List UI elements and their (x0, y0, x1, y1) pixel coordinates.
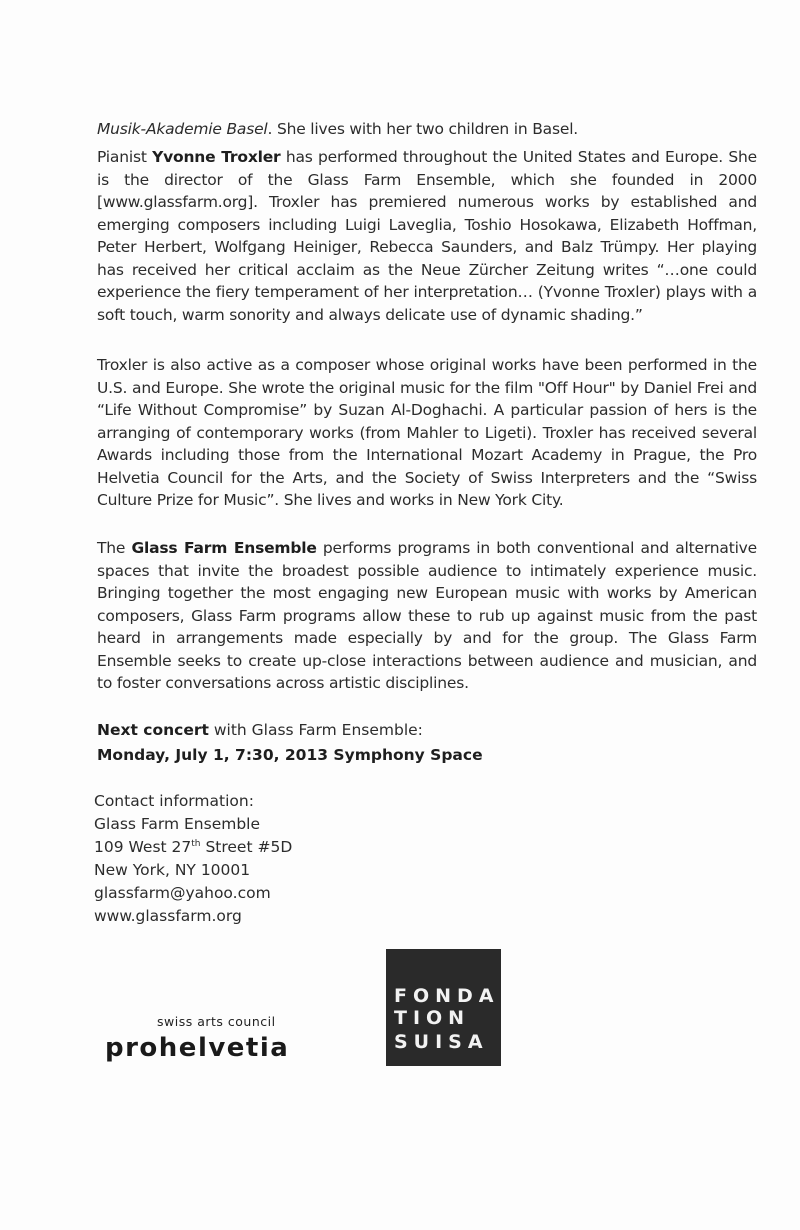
bio-prefix: Pianist (97, 148, 153, 166)
street-rest: Street #5D (200, 838, 293, 856)
bio-text: has performed throughout the United States and Europe. She is the director of the Glass Farm Ensemble, which she founded in 2000 [www.glassfarm.org]. Troxler has premiered numerous works by established and emerging composers including Luigi Laveglia, Toshio Hosokawa, Elizabeth Hoffman, Peter Herbert, Wolfgang Heiniger, Rebecca Saunders, and Balz Trümpy. Her playing has received her critical acclaim as the Neue Zürcher Zeitung writes “…one could experience the fiery temperament of her interpretation… (Yvonne Troxler) plays with a soft touch, warm sonority and always delicate use of dynamic shading.” (97, 148, 757, 324)
troxler-composer-paragraph: Troxler is also active as a composer whose original works have been performed in the U.S. and Europe. She wrote the original music for the film "Off Hour" by Daniel Frei and “Life Without Compromise” by Suzan Al-Doghachi. A particular passion of hers is the arranging of contemporary works (from Mahler to Ligeti). Troxler has received several Awards including those from the International Mozart Academy in Prague, the Pro Helvetia Council for the Arts, and the Society of Swiss Interpreters and the “Swiss Culture Prize for Music”. She lives and works in New York City. (97, 356, 757, 509)
ensemble-paragraph (97, 537, 757, 695)
next-concert (97, 718, 483, 768)
contact-org: Glass Farm Ensemble (94, 815, 261, 833)
street-number: 109 West 27 (94, 838, 192, 856)
academy-name: Musik-Akademie Basel (97, 120, 268, 138)
contact-email[interactable]: glassfarm@yahoo.com (94, 884, 271, 902)
next-concert-label: Next concert (97, 721, 209, 739)
fondation-suisa-line-3: SUISA (394, 1031, 489, 1053)
contact-city: New York, NY 10001 (94, 861, 251, 879)
contact-website[interactable]: www.glassfarm.org (94, 907, 242, 925)
contact-information (94, 790, 292, 928)
contact-street (94, 836, 292, 859)
intro-line (97, 118, 757, 141)
swiss-arts-council-label: swiss arts council (157, 1014, 276, 1029)
ensemble-prefix: The (97, 539, 132, 557)
street-suffix: th (191, 838, 201, 849)
fondation-suisa-line-2: TION (394, 1007, 471, 1029)
troxler-bio-paragraph (97, 146, 757, 326)
ensemble-text: performs programs in both conventional and alternative spaces that invite the broadest possible audience to intimately experience music. Bringing together the most engaging new European music with works by American composers, Glass Farm programs allow these to rub up against music from the past heard in arrangements made especially by and for the group. The Glass Farm Ensemble seeks to create up-close interactions between audience and musician, and to foster conversations across artistic disciplines. (97, 539, 757, 692)
next-concert-details: Monday, July 1, 7:30, 2013 Symphony Space (97, 746, 483, 764)
ensemble-name: Glass Farm Ensemble (131, 539, 317, 557)
prohelvetia-logo: prohelvetia (105, 1033, 290, 1063)
intro-rest: . She lives with her two children in Basel. (267, 120, 579, 138)
performer-name: Yvonne Troxler (152, 148, 281, 166)
contact-heading: Contact information: (94, 792, 254, 810)
fondation-suisa-logo (386, 949, 501, 1066)
fondation-suisa-line-1: FONDA (394, 985, 500, 1007)
next-concert-with: with Glass Farm Ensemble: (208, 721, 423, 739)
